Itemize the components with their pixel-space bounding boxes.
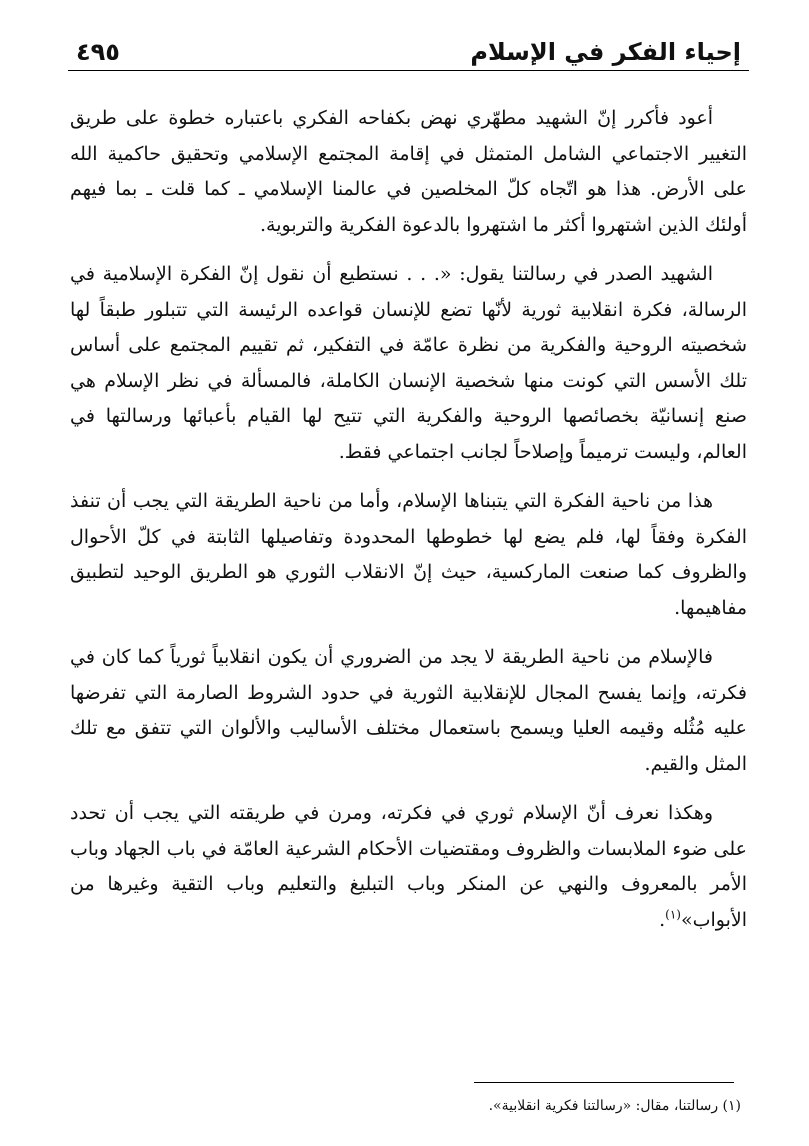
footnote-rule: [474, 1082, 734, 1083]
paragraph-5: [68, 796, 749, 938]
paragraph-5-text: وهكذا نعرف أنّ الإسلام ثوري في فكرته، ومرن في طريقته التي يجب أن تحدد على ضوء الملابسات والظروف ومقتضيات الأحكام الشرعية العامّة في باب الجهاد وباب الأمر بالمعروف والنهي عن المنكر وباب التبليغ والتعليم وباب التقية وغيرها من الأبواب»: [70, 802, 747, 931]
paragraph-5-end: .: [659, 908, 666, 931]
footnote: (١) رسالتنا، مقال: «رسالتنا فكرية انقلابية».: [488, 1098, 741, 1114]
running-title: إحياء الفكر في الإسلام: [470, 38, 741, 66]
header-rule: [68, 70, 749, 71]
paragraph-2-quote: الشهيد الصدر في رسالتنا يقول: «. . . نستطيع أن نقول إنّ الفكرة الإسلامية في الرسالة، فكرة انقلابية ثورية لأنّها تضع للإنسان قواعده الرئيسة التي تتبلور طبقاً لها شخصيته الروحية والفكرية من نظرة عامّة في التفكير، ثم تقييم المجتمع على أساس تلك الأسس التي كونت منها شخصية الإنسان الكاملة، فالمسألة في نظر الإسلام هي صنع إنسانيّة بخصائصها الروحية والفكرية التي تتيح لها القيام بأعبائها ورسالتها في العالم، وليست ترميماً وإصلاحاً لجانب اجتماعي فقط.: [70, 263, 747, 463]
footnote-marker: (١): [665, 907, 681, 922]
page-number: ٤٩٥: [76, 38, 120, 66]
paragraph-1: أعود فأكرر إنّ الشهيد مطهّري نهض بكفاحه الفكري باعتباره خطوة على طريق التغيير الاجتماعي الشامل المتمثل في إقامة المجتمع الإسلامي وتحقيق حاكمية الله على الأرض. هذا هو اتّجاه كلّ المخلصين في عالمنا الإسلامي ـ كما قلت ـ بما فيهم أولئك الذين اشتهروا أكثر ما اشتهروا بالدعوة الفكرية والتربوية.: [70, 107, 747, 236]
page-header: [68, 22, 749, 68]
paragraph-4: فالإسلام من ناحية الطريقة لا يجد من الضروري أن يكون انقلابياً ثورياً كما كان في فكرته، وإنما يفسح المجال للإنقلابية الثورية في حدود الشروط الصارمة التي تفرضها عليه مُثُله وقيمه العليا ويسمح باستعمال مختلف الأساليب والألوان التي تتفق مع تلك المثل والقيم.: [70, 646, 747, 775]
paragraph-3: هذا من ناحية الفكرة التي يتبناها الإسلام، وأما من ناحية الطريقة التي يجب أن تنفذ الفكرة وفقاً لها، فلم يضع لها خطوطها المحدودة وتفاصيلها الثابتة في كلّ الأحوال والظروف كما صنعت الماركسية، حيث إنّ الانقلاب الثوري هو الطريق الوحيد لتطبيق مفاهيمها.: [70, 490, 747, 619]
page-body: [68, 101, 749, 938]
